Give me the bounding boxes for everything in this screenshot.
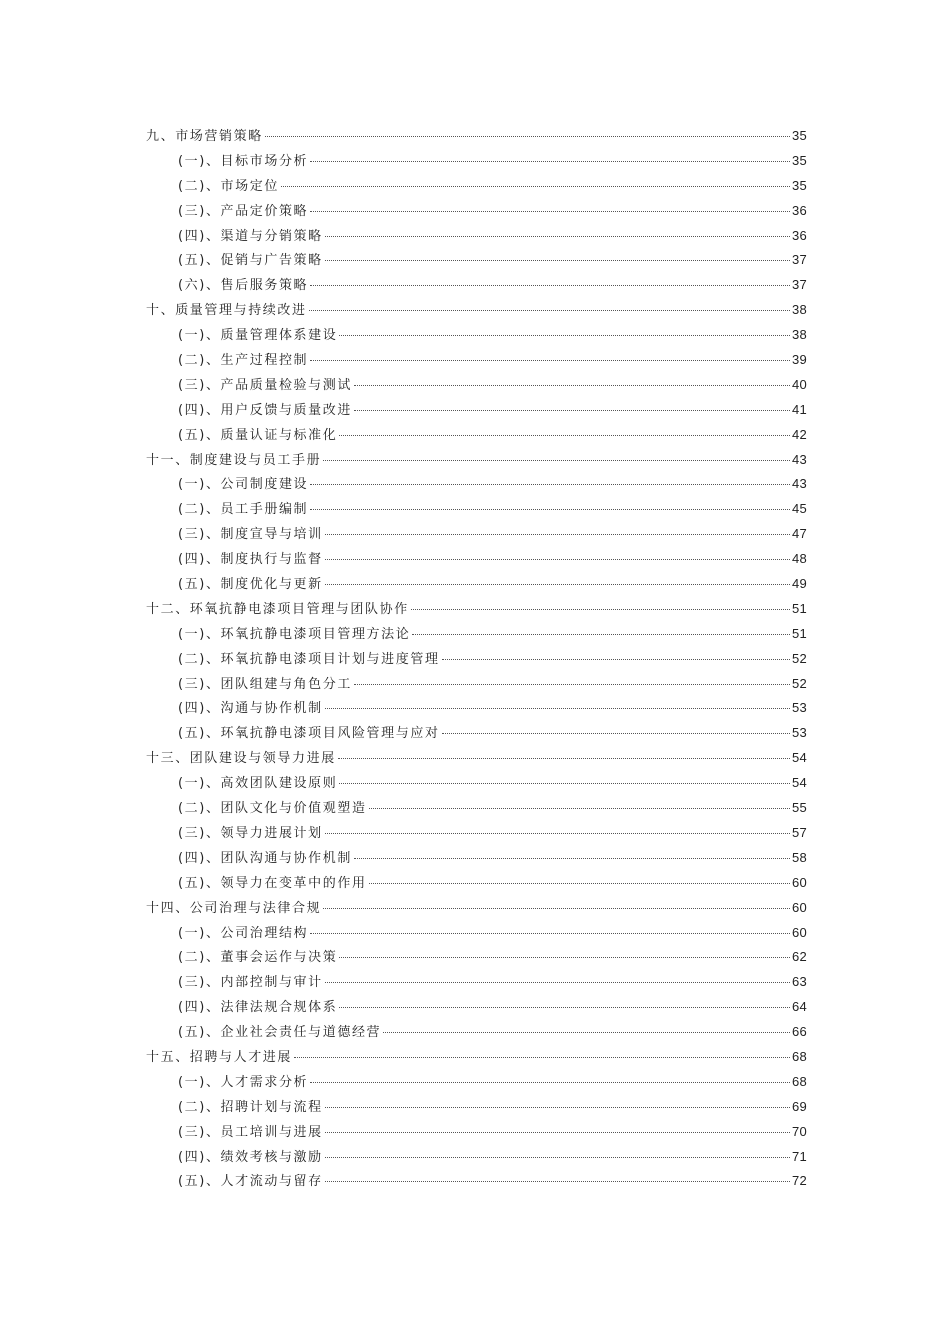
toc-page-number: 52 xyxy=(791,675,807,691)
toc-entry-title: (一)、目标市场分析 xyxy=(178,153,309,169)
toc-page-number: 47 xyxy=(791,526,807,542)
toc-section-entry[interactable] xyxy=(146,348,807,373)
toc-dot-leader xyxy=(325,1132,790,1133)
toc-page-number: 51 xyxy=(791,600,807,616)
toc-page-number: 69 xyxy=(791,1098,807,1114)
toc-dot-leader xyxy=(281,186,790,187)
toc-dot-leader xyxy=(325,833,790,834)
toc-entry-title: (三)、内部控制与审计 xyxy=(178,975,323,991)
toc-page-number: 48 xyxy=(791,551,807,567)
toc-entry-title: (二)、员工手册编制 xyxy=(178,502,309,518)
toc-section-entry[interactable] xyxy=(146,871,807,896)
toc-section-entry[interactable] xyxy=(146,647,807,672)
toc-page-number: 53 xyxy=(791,700,807,716)
toc-entry-title: (一)、环氧抗静电漆项目管理方法论 xyxy=(178,626,411,642)
toc-dot-leader xyxy=(354,684,790,685)
toc-page-number: 35 xyxy=(791,177,807,193)
toc-page-number: 35 xyxy=(791,128,807,143)
toc-section-entry[interactable] xyxy=(146,248,807,273)
toc-entry-title: (三)、产品定价策略 xyxy=(178,203,309,219)
toc-page-number: 63 xyxy=(791,974,807,990)
toc-page-number: 68 xyxy=(791,1048,807,1064)
toc-dot-leader xyxy=(323,908,790,909)
toc-section-entry[interactable] xyxy=(146,149,807,174)
toc-dot-leader xyxy=(325,584,790,585)
toc-page-number: 64 xyxy=(791,999,807,1015)
toc-entry-title: (三)、产品质量检验与测试 xyxy=(178,377,352,393)
toc-section-entry[interactable] xyxy=(146,323,807,348)
toc-dot-leader xyxy=(310,484,790,485)
toc-entry-title: (四)、渠道与分销策略 xyxy=(178,228,323,244)
toc-page-number: 37 xyxy=(791,252,807,268)
toc-section-entry[interactable] xyxy=(146,1120,807,1145)
toc-section-entry[interactable] xyxy=(146,1020,807,1045)
toc-dot-leader xyxy=(339,957,790,958)
toc-page-number: 54 xyxy=(791,775,807,791)
toc-page-number: 51 xyxy=(791,625,807,641)
toc-chapter-entry[interactable] xyxy=(146,298,807,323)
toc-section-entry[interactable] xyxy=(146,1095,807,1120)
toc-dot-leader xyxy=(309,310,790,311)
toc-section-entry[interactable] xyxy=(146,373,807,398)
toc-entry-title: (一)、质量管理体系建设 xyxy=(178,328,338,344)
toc-dot-leader xyxy=(338,758,790,759)
toc-page-number: 54 xyxy=(791,750,807,766)
table-of-contents xyxy=(146,124,807,1194)
toc-section-entry[interactable] xyxy=(146,796,807,821)
toc-dot-leader xyxy=(325,1157,790,1158)
toc-dot-leader xyxy=(442,733,790,734)
toc-page-number: 60 xyxy=(791,924,807,940)
toc-dot-leader xyxy=(325,260,790,261)
toc-section-entry[interactable] xyxy=(146,921,807,946)
toc-entry-title: (一)、人才需求分析 xyxy=(178,1074,309,1090)
toc-page-number: 66 xyxy=(791,1024,807,1040)
toc-section-entry[interactable] xyxy=(146,846,807,871)
toc-section-entry[interactable] xyxy=(146,1169,807,1194)
toc-entry-title: (三)、领导力进展计划 xyxy=(178,825,323,841)
toc-page-number: 72 xyxy=(791,1173,807,1189)
toc-entry-title: (四)、用户反馈与质量改进 xyxy=(178,402,352,418)
toc-page-number: 37 xyxy=(791,277,807,293)
toc-section-entry[interactable] xyxy=(146,622,807,647)
toc-dot-leader xyxy=(325,982,790,983)
toc-entry-title: (二)、团队文化与价值观塑造 xyxy=(178,801,367,817)
toc-section-entry[interactable] xyxy=(146,199,807,224)
toc-page-number: 68 xyxy=(791,1073,807,1089)
toc-entry-title: 十五、招聘与人才进展 xyxy=(146,1049,293,1065)
toc-section-entry[interactable] xyxy=(146,398,807,423)
toc-entry-title: (二)、市场定位 xyxy=(178,178,279,194)
toc-dot-leader xyxy=(310,211,790,212)
toc-entry-title: (三)、制度宣导与培训 xyxy=(178,527,323,543)
toc-section-entry[interactable] xyxy=(146,945,807,970)
toc-section-entry[interactable] xyxy=(146,1145,807,1170)
toc-chapter-entry[interactable] xyxy=(146,1045,807,1070)
toc-entry-title: 十三、团队建设与领导力进展 xyxy=(146,751,336,767)
toc-dot-leader xyxy=(325,708,790,709)
toc-page-number: 71 xyxy=(791,1148,807,1164)
toc-chapter-entry[interactable] xyxy=(146,448,807,473)
toc-dot-leader xyxy=(310,285,790,286)
toc-page-number: 45 xyxy=(791,501,807,517)
toc-dot-leader xyxy=(383,1032,790,1033)
toc-dot-leader xyxy=(310,161,790,162)
toc-chapter-entry[interactable] xyxy=(146,124,807,149)
toc-dot-leader xyxy=(339,435,790,436)
toc-page-number: 58 xyxy=(791,849,807,865)
toc-page-number: 38 xyxy=(791,327,807,343)
toc-entry-title: (二)、董事会运作与决策 xyxy=(178,950,338,966)
toc-dot-leader xyxy=(354,858,790,859)
toc-section-entry[interactable] xyxy=(146,672,807,697)
toc-page-number: 57 xyxy=(791,824,807,840)
toc-page-number: 60 xyxy=(791,899,807,915)
toc-page-number: 38 xyxy=(791,302,807,318)
toc-section-entry[interactable] xyxy=(146,1070,807,1095)
toc-page-number: 70 xyxy=(791,1123,807,1139)
toc-entry-title: (一)、公司治理结构 xyxy=(178,925,309,941)
toc-entry-title: 十、质量管理与持续改进 xyxy=(146,303,307,319)
toc-page-number: 41 xyxy=(791,401,807,417)
toc-section-entry[interactable] xyxy=(146,721,807,746)
toc-entry-title: (三)、团队组建与角色分工 xyxy=(178,676,352,692)
toc-section-entry[interactable] xyxy=(146,497,807,522)
toc-section-entry[interactable] xyxy=(146,696,807,721)
toc-dot-leader xyxy=(310,509,790,510)
toc-page-number: 55 xyxy=(791,800,807,816)
toc-page-number: 43 xyxy=(791,451,807,467)
toc-section-entry[interactable] xyxy=(146,423,807,448)
toc-dot-leader xyxy=(310,933,790,934)
toc-entry-title: (五)、人才流动与留存 xyxy=(178,1174,323,1190)
toc-entry-title: (四)、沟通与协作机制 xyxy=(178,701,323,717)
toc-section-entry[interactable] xyxy=(146,572,807,597)
toc-dot-leader xyxy=(265,136,790,137)
toc-entry-title: 十一、制度建设与员工手册 xyxy=(146,452,322,468)
toc-dot-leader xyxy=(310,360,790,361)
toc-dot-leader xyxy=(339,783,790,784)
toc-entry-title: (四)、制度执行与监督 xyxy=(178,552,323,568)
toc-entry-title: (二)、生产过程控制 xyxy=(178,353,309,369)
toc-entry-title: 十二、环氧抗静电漆项目管理与团队协作 xyxy=(146,601,409,617)
toc-dot-leader xyxy=(339,1007,790,1008)
toc-dot-leader xyxy=(294,1057,790,1058)
toc-page-number: 62 xyxy=(791,949,807,965)
toc-chapter-entry[interactable] xyxy=(146,746,807,771)
toc-section-entry[interactable] xyxy=(146,472,807,497)
toc-dot-leader xyxy=(369,883,790,884)
toc-section-entry[interactable] xyxy=(146,821,807,846)
toc-entry-title: 十四、公司治理与法律合规 xyxy=(146,900,322,916)
toc-entry-title: (二)、招聘计划与流程 xyxy=(178,1099,323,1115)
toc-dot-leader xyxy=(310,1082,790,1083)
toc-dot-leader xyxy=(411,609,790,610)
toc-page-number: 52 xyxy=(791,650,807,666)
toc-section-entry[interactable] xyxy=(146,771,807,796)
toc-dot-leader xyxy=(323,460,790,461)
toc-dot-leader xyxy=(354,410,790,411)
toc-entry-title: (五)、质量认证与标准化 xyxy=(178,427,338,443)
toc-entry-title: 九、市场营销策略 xyxy=(146,129,263,144)
toc-chapter-entry[interactable] xyxy=(146,597,807,622)
toc-page-number: 40 xyxy=(791,376,807,392)
toc-page-number: 36 xyxy=(791,227,807,243)
toc-page-number: 60 xyxy=(791,874,807,890)
toc-page-number: 42 xyxy=(791,426,807,442)
toc-page-number: 43 xyxy=(791,476,807,492)
toc-page-number: 35 xyxy=(791,152,807,168)
toc-section-entry[interactable] xyxy=(146,547,807,572)
toc-entry-title: (五)、环氧抗静电漆项目风险管理与应对 xyxy=(178,726,440,742)
toc-dot-leader xyxy=(442,659,790,660)
toc-entry-title: (一)、公司制度建设 xyxy=(178,477,309,493)
toc-section-entry[interactable] xyxy=(146,273,807,298)
toc-page-number: 53 xyxy=(791,725,807,741)
toc-section-entry[interactable] xyxy=(146,174,807,199)
toc-dot-leader xyxy=(325,1181,790,1182)
toc-section-entry[interactable] xyxy=(146,224,807,249)
toc-entry-title: (六)、售后服务策略 xyxy=(178,278,309,294)
toc-section-entry[interactable] xyxy=(146,970,807,995)
toc-entry-title: (四)、团队沟通与协作机制 xyxy=(178,850,352,866)
toc-entry-title: (三)、员工培训与进展 xyxy=(178,1124,323,1140)
toc-entry-title: (二)、环氧抗静电漆项目计划与进度管理 xyxy=(178,651,440,667)
toc-entry-title: (五)、促销与广告策略 xyxy=(178,253,323,269)
toc-page-number: 39 xyxy=(791,352,807,368)
toc-chapter-entry[interactable] xyxy=(146,896,807,921)
toc-section-entry[interactable] xyxy=(146,522,807,547)
toc-entry-title: (四)、法律法规合规体系 xyxy=(178,1000,338,1016)
toc-dot-leader xyxy=(325,559,790,560)
toc-entry-title: (四)、绩效考核与激励 xyxy=(178,1149,323,1165)
toc-dot-leader xyxy=(339,335,790,336)
toc-entry-title: (五)、制度优化与更新 xyxy=(178,577,323,593)
toc-dot-leader xyxy=(369,808,790,809)
toc-page-number: 36 xyxy=(791,202,807,218)
toc-dot-leader xyxy=(325,1107,790,1108)
toc-entry-title: (一)、高效团队建设原则 xyxy=(178,776,338,792)
toc-dot-leader xyxy=(325,236,790,237)
toc-dot-leader xyxy=(412,634,790,635)
toc-page-number: 49 xyxy=(791,576,807,592)
toc-entry-title: (五)、企业社会责任与道德经营 xyxy=(178,1025,382,1041)
toc-dot-leader xyxy=(354,385,790,386)
toc-section-entry[interactable] xyxy=(146,995,807,1020)
toc-entry-title: (五)、领导力在变革中的作用 xyxy=(178,875,367,891)
toc-dot-leader xyxy=(325,534,790,535)
